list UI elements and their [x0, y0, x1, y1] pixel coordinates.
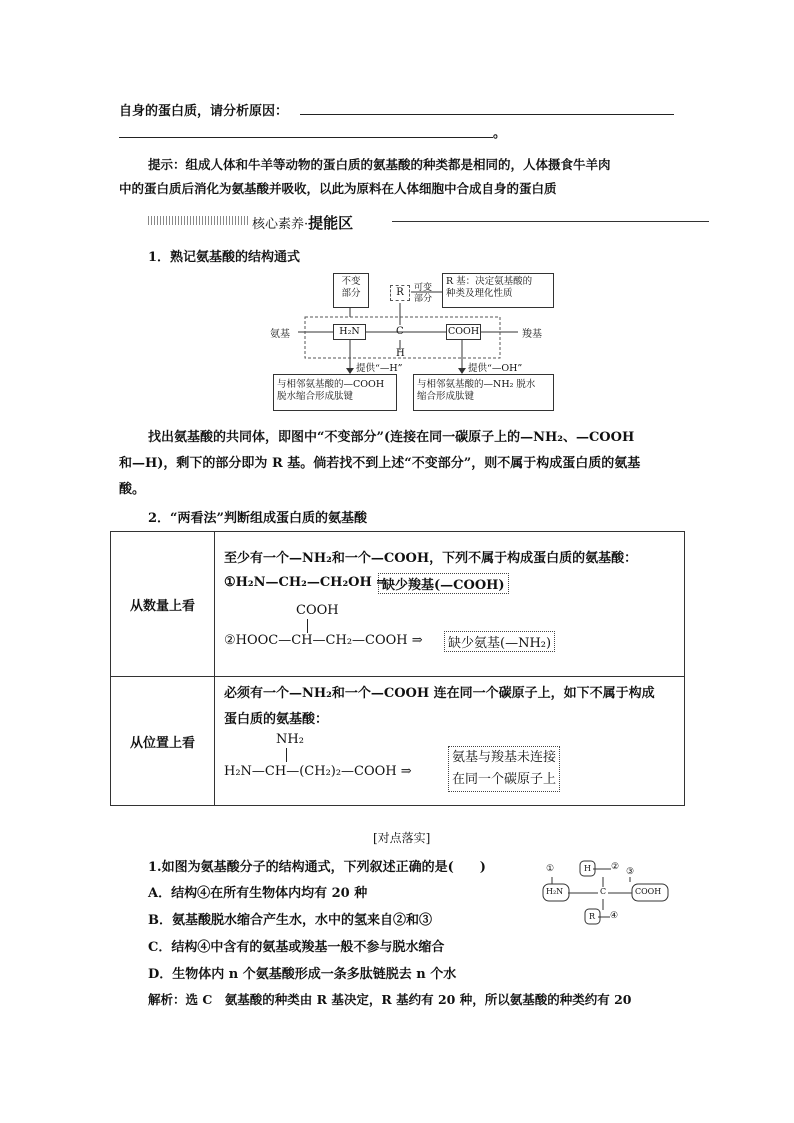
r-group-box: R: [390, 285, 410, 301]
fig-carbon: C: [600, 887, 607, 896]
answer-explanation: 解析：选 C 氨基酸的种类由 R 基决定，R 基约有 20 种，所以氨基酸的种类约有 20: [148, 992, 632, 1007]
right-note-box: 与相邻氨基酸的—NH₂ 脱水 缩合形成肽键: [413, 374, 554, 411]
explanation-line-3: 酸。: [119, 482, 146, 497]
example-2-result: 缺少氨基(—NH₂): [444, 631, 555, 652]
example-1-formula: ①H₂N—CH₂—CH₂OH ⇒: [224, 575, 388, 590]
carboxyl-label: 羧基: [522, 329, 542, 340]
position-example-formula: H₂N—CH—(CH₂)₂—COOH ⇒: [224, 764, 412, 779]
option-b[interactable]: B．氨基酸脱水缩合产生水，水中的氢来自②和③: [148, 913, 432, 928]
explanation-line-1: 找出氨基酸的共同体，即图中“不变部分”(连接在同一碳原子上的—NH₂、—COOH: [148, 430, 635, 445]
position-example-top: NH₂: [276, 732, 304, 747]
fig-r: R: [589, 912, 596, 921]
quantity-intro: 至少有一个—NH₂和一个—COOH，下列不属于构成蛋白质的氨基酸：: [224, 551, 638, 566]
example-1-result: 缺少羧基(—COOH): [378, 573, 509, 594]
hydrogen: H: [396, 348, 405, 359]
position-result-line-2: 在同一个碳原子上: [452, 772, 557, 787]
variable-part-label: 可变 部分: [414, 283, 433, 304]
r-group-note: R 基：决定氨基酸的 种类及理化性质: [442, 273, 554, 308]
left-note-box: 与相邻氨基酸的—COOH 脱水缩合形成肽键: [273, 374, 397, 411]
provide-oh-label: 提供“—OH”: [468, 363, 523, 374]
example-2-top-group: COOH: [296, 603, 339, 618]
option-d[interactable]: D．生物体内 n 个氨基酸形成一条多肽链脱去 n 个水: [148, 967, 457, 982]
section-title-main: 提能区: [308, 214, 354, 232]
fig-label-1: ①: [546, 864, 555, 874]
fig-cooh: COOH: [635, 887, 662, 896]
position-intro-2: 蛋白质的氨基酸：: [224, 712, 329, 727]
alpha-carbon: C: [396, 326, 404, 337]
row-label-quantity: 从数量上看: [111, 532, 215, 677]
option-a[interactable]: A．结构④在所有生物体内均有 20 种: [148, 886, 368, 901]
fig-label-3: ③: [626, 867, 635, 877]
question-prefix: 自身的蛋白质，请分析原因：: [119, 104, 289, 119]
option-c[interactable]: C．结构④中含有的氨基或羧基一般不参与脱水缩合: [148, 940, 445, 955]
fig-hydrogen: H: [584, 864, 591, 873]
unchanged-part-box: 不变 部分: [333, 273, 369, 308]
amino-label: 氨基: [270, 329, 290, 340]
amino-group-box: H₂N: [333, 324, 366, 340]
position-intro-1: 必须有一个—NH₂和一个—COOH 连在同一个碳原子上，如下不属于构成: [224, 686, 655, 701]
example-2-formula: ②HOOC—CH—CH₂—COOH ⇒: [224, 633, 423, 648]
row-label-position: 从位置上看: [111, 677, 215, 806]
explanation-line-2: 和—H)，剩下的部分即为 R 基。倘若找不到上述“不变部分”，则不属于构成蛋白质的氨基: [119, 456, 641, 471]
provide-h-label: 提供“—H”: [356, 363, 403, 374]
period: 。: [493, 126, 507, 141]
fig-h2n: H₂N: [546, 887, 564, 896]
hint-line-2: 中的蛋白质后消化为氨基酸并吸收，以此为原料在人体细胞中合成自身的蛋白质: [119, 181, 557, 196]
practice-heading: [对点落实]: [373, 831, 431, 845]
position-result-line-1: 氨基与羧基未连接: [452, 750, 557, 765]
fig-label-4: ④: [610, 911, 619, 921]
point2-heading: 2．“两看法”判断组成蛋白质的氨基酸: [148, 511, 368, 526]
question-stem: 1.如图为氨基酸分子的结构通式，下列叙述正确的是( ): [148, 860, 486, 875]
section-prefix: 核心素养·: [252, 217, 309, 232]
hint-line-1: 提示：组成人体和牛羊等动物的蛋白质的氨基酸的种类都是相同的，人体摄食牛羊肉: [148, 157, 611, 172]
point1-heading: 1．熟记氨基酸的结构通式: [148, 250, 301, 265]
carboxyl-group-box: COOH: [446, 324, 481, 340]
fig-label-2: ②: [611, 862, 620, 872]
